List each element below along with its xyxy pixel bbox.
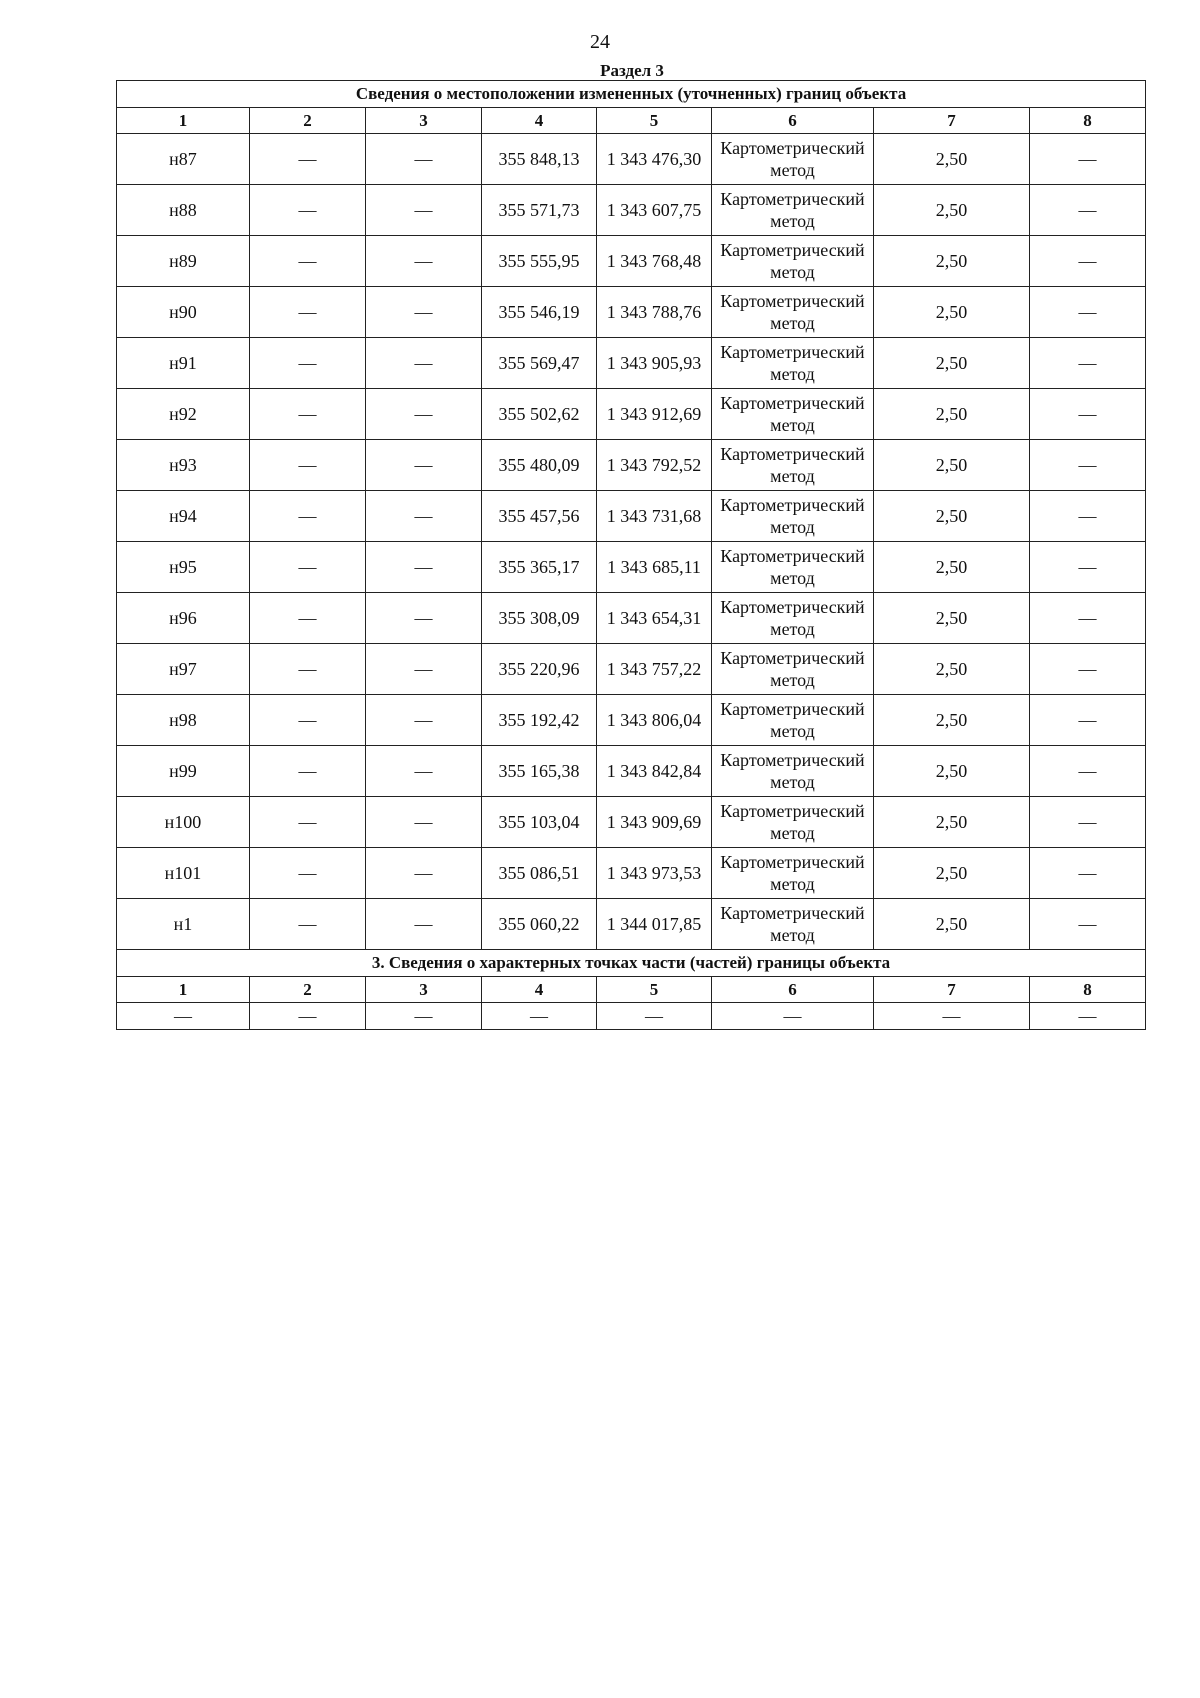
cell-col8: — [1030, 899, 1146, 950]
cell-col3: — [366, 593, 482, 644]
coord-x: 355 103,04 [482, 797, 597, 848]
cell-col8: — [1030, 491, 1146, 542]
accuracy-cell: 2,50 [874, 797, 1030, 848]
point-name: н91 [117, 338, 250, 389]
column-number: 3 [366, 977, 482, 1003]
method-cell [712, 287, 874, 338]
page-number: 24 [590, 31, 610, 53]
method-text: Картометрический метод [720, 903, 865, 945]
method-cell [712, 185, 874, 236]
coord-y: 1 343 654,31 [597, 593, 712, 644]
coord-y: 1 343 607,75 [597, 185, 712, 236]
table-row [117, 746, 1146, 797]
method-text: Картометрический метод [720, 852, 865, 894]
method-text: Картометрический метод [720, 189, 865, 231]
point-name: н94 [117, 491, 250, 542]
table-caption-row [117, 81, 1146, 108]
method-cell [712, 644, 874, 695]
table-row [117, 695, 1146, 746]
accuracy-cell: 2,50 [874, 185, 1030, 236]
coord-y: 1 343 768,48 [597, 236, 712, 287]
coord-x: 355 546,19 [482, 287, 597, 338]
coord-x: 355 308,09 [482, 593, 597, 644]
coord-x: 355 165,38 [482, 746, 597, 797]
subsection-cell: — [482, 1003, 597, 1030]
subsection-cell: — [712, 1003, 874, 1030]
point-name: н95 [117, 542, 250, 593]
method-text: Картометрический метод [720, 750, 865, 792]
column-number: 6 [712, 977, 874, 1003]
method-text: Картометрический метод [720, 546, 865, 588]
table-row [117, 134, 1146, 185]
column-number: 5 [597, 977, 712, 1003]
column-number: 1 [117, 108, 250, 134]
cell-col3: — [366, 389, 482, 440]
cell-col8: — [1030, 848, 1146, 899]
accuracy-cell: 2,50 [874, 695, 1030, 746]
coord-x: 355 086,51 [482, 848, 597, 899]
cell-col2: — [250, 542, 366, 593]
accuracy-cell: 2,50 [874, 338, 1030, 389]
cell-col8: — [1030, 185, 1146, 236]
method-cell [712, 491, 874, 542]
subsection-cell: — [597, 1003, 712, 1030]
point-name: н90 [117, 287, 250, 338]
column-number: 8 [1030, 108, 1146, 134]
coord-x: 355 571,73 [482, 185, 597, 236]
cell-col2: — [250, 746, 366, 797]
column-number: 7 [874, 977, 1030, 1003]
accuracy-cell: 2,50 [874, 644, 1030, 695]
column-number: 4 [482, 108, 597, 134]
accuracy-cell: 2,50 [874, 899, 1030, 950]
subsection-caption: 3. Сведения о характерных точках части (частей) границы объекта [117, 950, 1146, 977]
table-row [117, 899, 1146, 950]
subsection-cell: — [117, 1003, 250, 1030]
point-name: н92 [117, 389, 250, 440]
cell-col3: — [366, 236, 482, 287]
cell-col2: — [250, 389, 366, 440]
cell-col3: — [366, 134, 482, 185]
method-cell [712, 389, 874, 440]
method-cell [712, 593, 874, 644]
method-text: Картометрический метод [720, 495, 865, 537]
cell-col2: — [250, 848, 366, 899]
table-row [117, 236, 1146, 287]
column-number: 1 [117, 977, 250, 1003]
subsection-cell: — [250, 1003, 366, 1030]
cell-col8: — [1030, 746, 1146, 797]
cell-col3: — [366, 695, 482, 746]
column-number: 2 [250, 977, 366, 1003]
point-name: н96 [117, 593, 250, 644]
coord-x: 355 457,56 [482, 491, 597, 542]
method-cell [712, 848, 874, 899]
cell-col8: — [1030, 287, 1146, 338]
cell-col2: — [250, 491, 366, 542]
subsection-cell: — [1030, 1003, 1146, 1030]
method-text: Картометрический метод [720, 240, 865, 282]
column-number: 3 [366, 108, 482, 134]
cell-col2: — [250, 185, 366, 236]
table-caption: Сведения о местоположении измененных (уточненных) границ объекта [117, 81, 1146, 108]
method-text: Картометрический метод [720, 648, 865, 690]
cell-col2: — [250, 695, 366, 746]
coord-x: 355 569,47 [482, 338, 597, 389]
accuracy-cell: 2,50 [874, 389, 1030, 440]
accuracy-cell: 2,50 [874, 134, 1030, 185]
point-name: н98 [117, 695, 250, 746]
method-cell [712, 746, 874, 797]
cell-col2: — [250, 338, 366, 389]
table-row [117, 593, 1146, 644]
point-name: н100 [117, 797, 250, 848]
cell-col2: — [250, 440, 366, 491]
method-cell [712, 338, 874, 389]
coord-y: 1 344 017,85 [597, 899, 712, 950]
point-name: н99 [117, 746, 250, 797]
cell-col3: — [366, 338, 482, 389]
coord-y: 1 343 842,84 [597, 746, 712, 797]
coord-y: 1 343 685,11 [597, 542, 712, 593]
cell-col2: — [250, 287, 366, 338]
cell-col8: — [1030, 593, 1146, 644]
subsection-column-number-row [117, 977, 1146, 1003]
column-number: 8 [1030, 977, 1146, 1003]
method-text: Картометрический метод [720, 342, 865, 384]
method-cell [712, 236, 874, 287]
subsection-row [117, 1003, 1146, 1030]
cell-col8: — [1030, 440, 1146, 491]
accuracy-cell: 2,50 [874, 491, 1030, 542]
column-number: 7 [874, 108, 1030, 134]
subsection-caption-row [117, 950, 1146, 977]
cell-col8: — [1030, 644, 1146, 695]
cell-col2: — [250, 644, 366, 695]
coord-y: 1 343 905,93 [597, 338, 712, 389]
column-number: 2 [250, 108, 366, 134]
table-row [117, 797, 1146, 848]
accuracy-cell: 2,50 [874, 287, 1030, 338]
section-title: Раздел 3 [600, 61, 664, 80]
method-text: Картометрический метод [720, 291, 865, 333]
column-number: 4 [482, 977, 597, 1003]
accuracy-cell: 2,50 [874, 746, 1030, 797]
method-cell [712, 899, 874, 950]
method-text: Картометрический метод [720, 393, 865, 435]
coord-x: 355 365,17 [482, 542, 597, 593]
coord-y: 1 343 731,68 [597, 491, 712, 542]
point-name: н87 [117, 134, 250, 185]
method-text: Картометрический метод [720, 597, 865, 639]
accuracy-cell: 2,50 [874, 236, 1030, 287]
table-row [117, 491, 1146, 542]
method-cell [712, 797, 874, 848]
point-name: н88 [117, 185, 250, 236]
cell-col8: — [1030, 338, 1146, 389]
point-name: н89 [117, 236, 250, 287]
accuracy-cell: 2,50 [874, 848, 1030, 899]
table-row [117, 389, 1146, 440]
accuracy-cell: 2,50 [874, 440, 1030, 491]
cell-col3: — [366, 287, 482, 338]
coord-y: 1 343 912,69 [597, 389, 712, 440]
coord-x: 355 220,96 [482, 644, 597, 695]
cell-col3: — [366, 899, 482, 950]
coord-x: 355 192,42 [482, 695, 597, 746]
accuracy-cell: 2,50 [874, 593, 1030, 644]
subsection-cell: — [874, 1003, 1030, 1030]
cell-col8: — [1030, 236, 1146, 287]
method-text: Картометрический метод [720, 801, 865, 843]
cell-col2: — [250, 797, 366, 848]
coord-y: 1 343 973,53 [597, 848, 712, 899]
coord-x: 355 555,95 [482, 236, 597, 287]
column-number-row [117, 108, 1146, 134]
point-name: н1 [117, 899, 250, 950]
point-name: н101 [117, 848, 250, 899]
accuracy-cell: 2,50 [874, 542, 1030, 593]
cell-col8: — [1030, 695, 1146, 746]
coord-y: 1 343 909,69 [597, 797, 712, 848]
cell-col8: — [1030, 797, 1146, 848]
table-row [117, 338, 1146, 389]
method-cell [712, 695, 874, 746]
table-row [117, 287, 1146, 338]
point-name: н97 [117, 644, 250, 695]
coord-x: 355 060,22 [482, 899, 597, 950]
table-row [117, 440, 1146, 491]
coord-y: 1 343 792,52 [597, 440, 712, 491]
cell-col3: — [366, 848, 482, 899]
cell-col3: — [366, 440, 482, 491]
cell-col2: — [250, 593, 366, 644]
boundary-table [116, 80, 1146, 1030]
cell-col8: — [1030, 134, 1146, 185]
coord-x: 355 848,13 [482, 134, 597, 185]
cell-col8: — [1030, 389, 1146, 440]
cell-col3: — [366, 491, 482, 542]
table-row [117, 848, 1146, 899]
subsection-cell: — [366, 1003, 482, 1030]
table-row [117, 542, 1146, 593]
method-cell [712, 440, 874, 491]
column-number: 6 [712, 108, 874, 134]
coord-x: 355 502,62 [482, 389, 597, 440]
coord-y: 1 343 476,30 [597, 134, 712, 185]
cell-col3: — [366, 185, 482, 236]
cell-col3: — [366, 542, 482, 593]
cell-col2: — [250, 134, 366, 185]
cell-col2: — [250, 899, 366, 950]
coord-x: 355 480,09 [482, 440, 597, 491]
method-cell [712, 542, 874, 593]
table-row [117, 644, 1146, 695]
cell-col3: — [366, 797, 482, 848]
table-row [117, 185, 1146, 236]
method-cell [712, 134, 874, 185]
coord-y: 1 343 806,04 [597, 695, 712, 746]
point-name: н93 [117, 440, 250, 491]
coord-y: 1 343 788,76 [597, 287, 712, 338]
coord-y: 1 343 757,22 [597, 644, 712, 695]
method-text: Картометрический метод [720, 699, 865, 741]
method-text: Картометрический метод [720, 444, 865, 486]
cell-col8: — [1030, 542, 1146, 593]
cell-col3: — [366, 644, 482, 695]
cell-col2: — [250, 236, 366, 287]
column-number: 5 [597, 108, 712, 134]
method-text: Картометрический метод [720, 138, 865, 180]
cell-col3: — [366, 746, 482, 797]
